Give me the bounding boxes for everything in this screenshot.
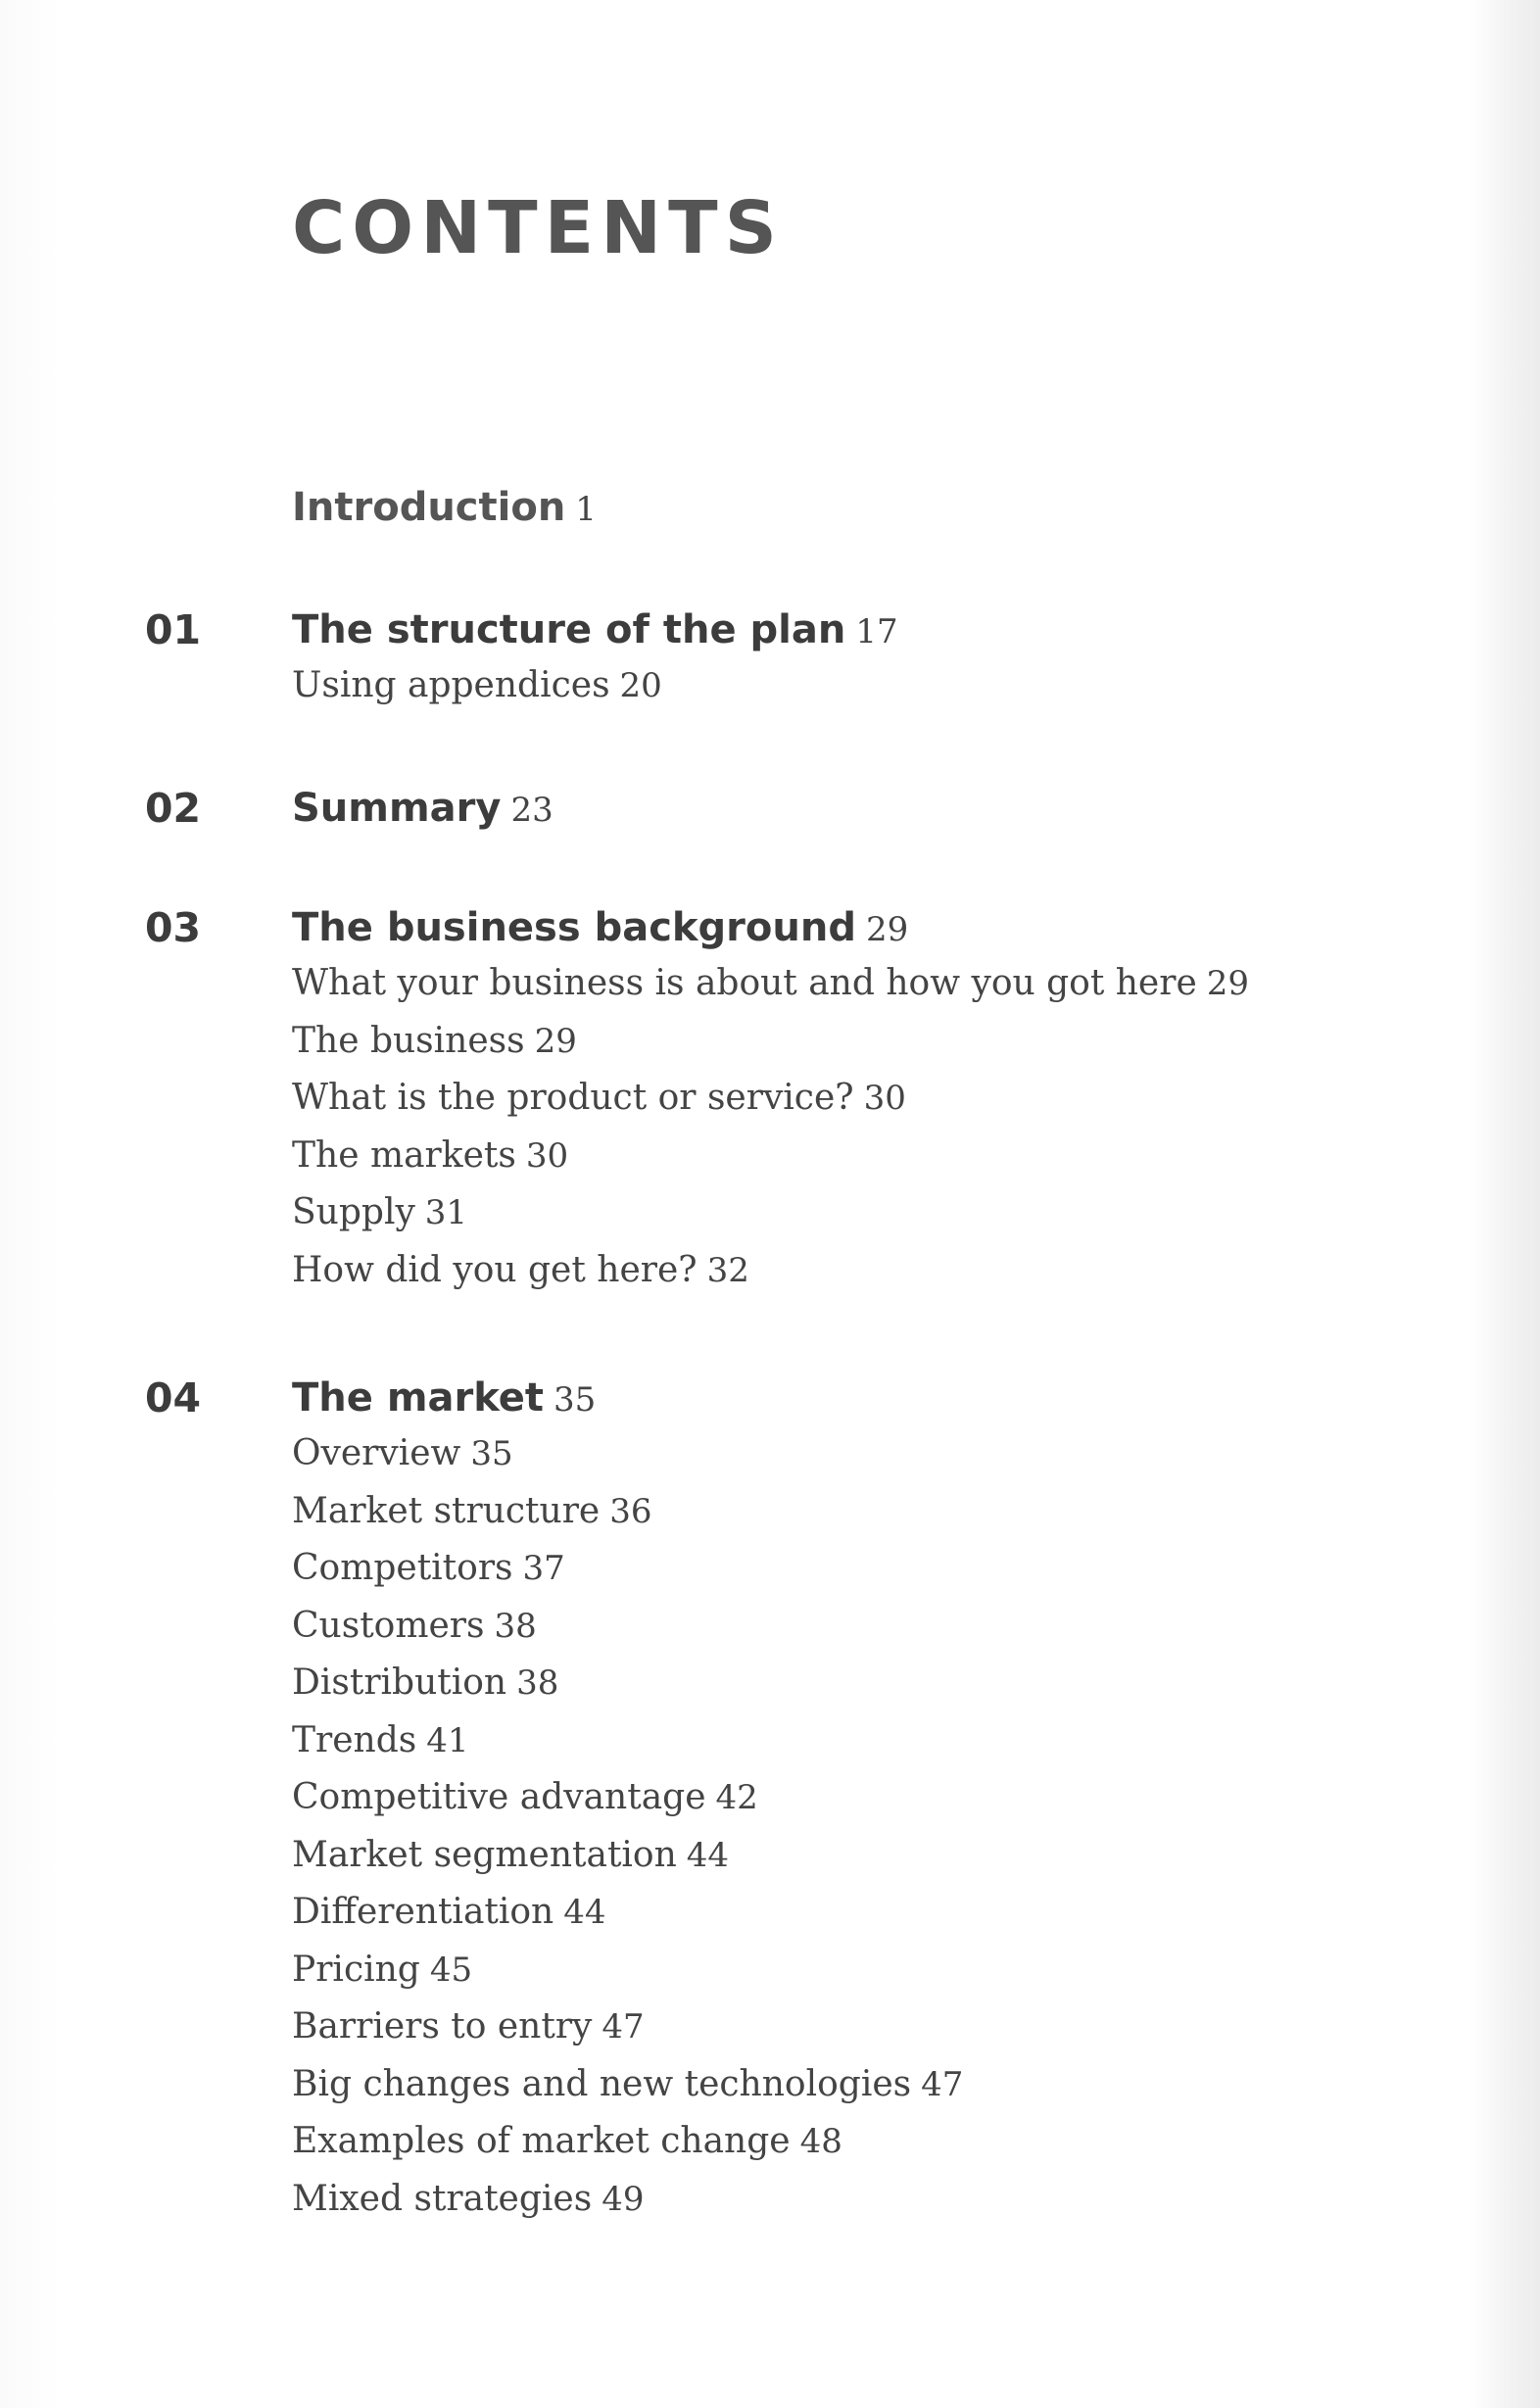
chapter-heading[interactable]	[292, 1371, 596, 1433]
section-list	[292, 955, 1249, 1299]
section-entry[interactable]	[292, 1655, 963, 1712]
section-page-number: 29	[1206, 964, 1250, 1003]
chapter-number: 01	[145, 606, 202, 653]
chapter-heading[interactable]	[292, 480, 597, 543]
section-title: Overview	[292, 1433, 461, 1473]
section-entry[interactable]	[292, 1070, 1249, 1128]
section-page-number: 32	[706, 1250, 749, 1290]
section-entry[interactable]	[292, 2056, 963, 2114]
section-title: Examples of market change	[292, 2121, 791, 2161]
section-page-number: 36	[609, 1491, 652, 1531]
chapter-number: 04	[145, 1374, 202, 1421]
chapter-heading[interactable]	[292, 781, 553, 843]
page-title: CONTENTS	[292, 186, 784, 270]
chapter-title: The business background	[292, 905, 856, 950]
section-entry[interactable]	[292, 1827, 963, 1885]
section-entry[interactable]	[292, 955, 1249, 1013]
section-list	[292, 1425, 963, 2228]
section-entry[interactable]	[292, 1769, 963, 1827]
section-page-number: 38	[494, 1606, 537, 1646]
section-page-number: 29	[534, 1021, 577, 1061]
section-entry[interactable]	[292, 1942, 963, 1999]
section-entry[interactable]	[292, 1184, 1249, 1242]
section-title: Distribution	[292, 1662, 507, 1703]
section-page-number: 38	[516, 1663, 559, 1703]
section-entry[interactable]	[292, 1598, 963, 1656]
chapter-title: The structure of the plan	[292, 607, 846, 652]
section-title: Big changes and new technologies	[292, 2063, 912, 2104]
section-title: Supply	[292, 1192, 415, 1232]
chapter-page-number: 23	[510, 791, 553, 830]
section-title: Customers	[292, 1605, 485, 1646]
section-title: Market structure	[292, 1490, 601, 1531]
chapter-title: Summary	[292, 786, 502, 831]
section-title: What is the product or service?	[292, 1078, 854, 1118]
section-entry[interactable]	[292, 1242, 1249, 1300]
section-title: The markets	[292, 1134, 516, 1176]
chapter-number: 03	[145, 904, 202, 951]
section-title: Using appendices	[292, 665, 610, 705]
section-entry[interactable]	[292, 1712, 963, 1770]
chapter-page-number: 17	[855, 612, 898, 651]
chapter-title: Introduction	[292, 485, 566, 530]
section-page-number: 20	[619, 666, 662, 705]
section-entry[interactable]	[292, 1013, 1249, 1071]
section-page-number: 47	[602, 2007, 645, 2047]
section-page-number: 30	[863, 1079, 906, 1118]
section-page-number: 41	[426, 1720, 469, 1760]
section-title: Differentiation	[292, 1892, 554, 1932]
section-entry[interactable]	[292, 1540, 963, 1598]
section-entry[interactable]	[292, 1884, 963, 1942]
section-page-number: 42	[715, 1778, 758, 1817]
section-page-number: 49	[602, 2179, 645, 2219]
chapter-heading[interactable]	[292, 900, 908, 963]
section-title: Trends	[292, 1719, 417, 1760]
section-title: Mixed strategies	[292, 2178, 593, 2219]
section-title: Pricing	[292, 1949, 420, 1990]
section-entry[interactable]	[292, 1128, 1249, 1185]
section-title: How did you get here?	[292, 1249, 698, 1290]
section-entry[interactable]	[292, 1999, 963, 2056]
section-title: The business	[292, 1020, 525, 1061]
chapter-heading[interactable]	[292, 602, 898, 665]
section-page-number: 45	[429, 1950, 473, 1990]
section-entry[interactable]	[292, 1425, 963, 1483]
section-page-number: 48	[799, 2122, 842, 2161]
section-entry[interactable]	[292, 1483, 963, 1541]
chapter-number: 02	[145, 785, 202, 832]
chapter-page-number: 29	[865, 910, 909, 949]
chapter-page-number: 1	[575, 490, 597, 529]
section-title: What your business is about and how you got here	[292, 963, 1197, 1003]
section-page-number: 44	[563, 1893, 606, 1932]
section-page-number: 30	[525, 1135, 569, 1176]
section-title: Competitors	[292, 1548, 513, 1588]
section-entry[interactable]	[292, 2171, 963, 2229]
chapter-title: The market	[292, 1375, 544, 1421]
chapter-page-number: 35	[553, 1380, 597, 1420]
section-page-number: 37	[522, 1549, 565, 1588]
section-title: Barriers to entry	[292, 2006, 593, 2047]
section-entry[interactable]	[292, 657, 662, 715]
section-page-number: 31	[424, 1193, 468, 1232]
section-list	[292, 657, 662, 715]
section-title: Competitive advantage	[292, 1777, 706, 1817]
section-page-number: 44	[686, 1835, 730, 1875]
section-page-number: 35	[470, 1434, 513, 1473]
section-entry[interactable]	[292, 2113, 963, 2171]
section-title: Market segmentation	[292, 1834, 677, 1875]
section-page-number: 47	[921, 2064, 964, 2104]
